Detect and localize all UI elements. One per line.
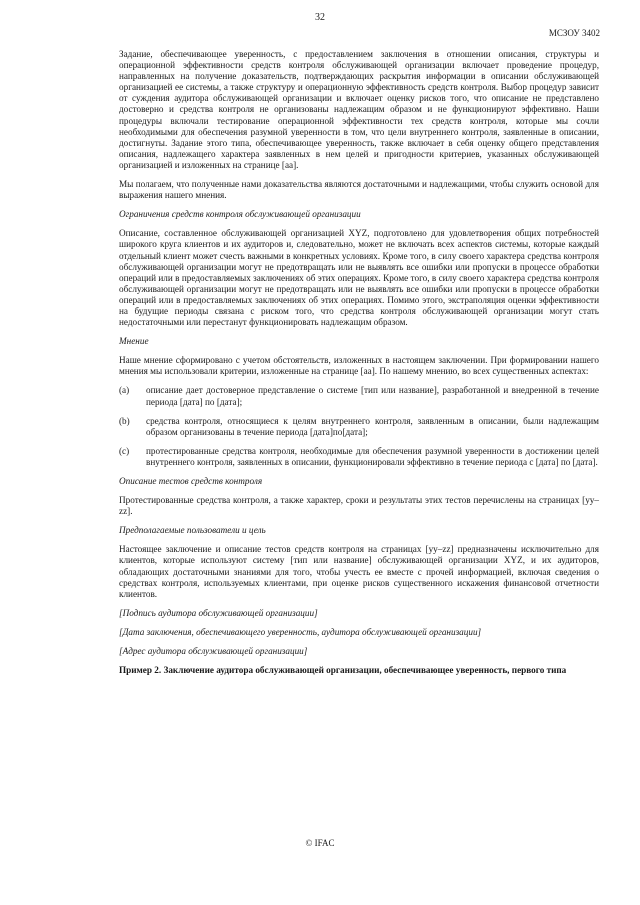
opinion-list-item — [119, 416, 599, 438]
page-number: 32 — [315, 12, 325, 23]
paragraph-opinion: Наше мнение сформировано с учетом обстоятельств, изложенных в настоящем заключении. При формировании нашего мнения мы использовали критерии, изложенные на странице [aa]. По нашему мнению, во всех существенных аспектах: — [119, 355, 599, 377]
opinion-list-item — [119, 446, 599, 468]
paragraph-engagement-description: Задание, обеспечивающее уверенность, с предоставлением заключения в отношении описания, структуры и операционной эффективности средств контроля обслуживающей организации включает проведение процедур, направленных на получение доказательств, подтверждающих раскрытия информации в описании обслуживающей организацией ее системы, а также структуру и операционную эффективность средств контроля. Выбор процедур зависит от суждения аудитора обслуживающей организации и включает оценку рисков того, что описание не представлено достоверно и средства контроля не организованы надлежащим образом и не функционируют эффективно. Наши процедуры включали тестирование операционной эффективности тех средств контроля, которые мы сочли необходимыми для обеспечения разумной уверенности в том, что цели внутреннего контроля, заявленные в описании, достигнуты. Задание этого типа, обеспечивающее уверенность, также включает в себя оценку общего представления описания, надлежащего характера заявленных в нем целей и пригодности критериев, указанных обслуживающей организацией и изложенных на странице [aa]. — [119, 49, 599, 170]
list-item-label: (c) — [119, 445, 130, 456]
document-code: МСЗОУ 3402 — [548, 28, 600, 38]
paragraph-tests: Протестированные средства контроля, а также характер, сроки и результаты этих тестов перечислены на страницах [yy–zz]. — [119, 495, 599, 517]
section-title-tests: Описание тестов средств контроля — [119, 476, 263, 486]
example-heading: Пример 2. Заключение аудитора обслуживающей организации, обеспечивающее уверенность, первого типа — [119, 665, 567, 676]
section-title-intended-users: Предполагаемые пользователи и цель — [119, 525, 266, 536]
paragraph-evidence-sufficiency: Мы полагаем, что полученные нами доказательства являются достаточными и надлежащими, чтобы служить основой для выражения нашего мнения. — [119, 179, 599, 201]
paragraph-limitations: Описание, составленное обслуживающей организацией XYZ, подготовлено для удовлетворения общих потребностей широкого круга клиентов и их аудиторов и, следовательно, может не включать всех аспектов системы, которые каждый отдельный клиент может счесть важными в конкретных условиях. Кроме того, в силу своего характера средства контроля обслуживающей организации могут не предотвращать или не выявлять все ошибки или пропуски в процессе обработки операций или в предоставляемых заключениях об этих операциях. Кроме того, в силу своего характера средства контроля обслуживающей организации могут не предотвращать или не выявлять все ошибки или пропуски в процессе обработки операций или в предоставляемых заключениях об этих операциях. Помимо этого, экстраполяция оценки эффективности на будущие периоды связана с риском того, что средства контроля обслуживающей организации могут стать недостаточными или перестанут функционировать надлежащим образом. — [119, 228, 599, 328]
section-title-opinion: Мнение — [119, 336, 149, 347]
list-item-text: описание дает достоверное представление о системе [тип или название], разработанной и внедренной в течение периода [дата] по [дата]; — [146, 385, 599, 407]
list-item-label: (b) — [119, 415, 130, 426]
list-item-text: средства контроля, относящиеся к целям внутреннего контроля, заявленным в описании, были надлежащим образом организованы в течение периода [дата]по[дата]; — [146, 415, 599, 437]
auditor-address-line: [Адрес аудитора обслуживающей организации] — [119, 646, 308, 657]
opinion-list-item — [119, 385, 599, 407]
list-item-text: протестированные средства контроля, необходимые для обеспечения разумной уверенности в достижении целей внутреннего контроля, заявленных в описании, функционировали эффективно в течение периода с [дата] по [дата]. — [146, 445, 599, 467]
signature-line: [Подпись аудитора обслуживающей организации] — [119, 607, 318, 618]
footer-copyright: © IFAC — [305, 838, 335, 848]
section-title-limitations: Ограничения средств контроля обслуживающей организации — [119, 209, 361, 220]
report-date-line: [Дата заключения, обеспечивающего уверенность, аудитора обслуживающей организации] — [119, 626, 482, 637]
paragraph-intended-users: Настоящее заключение и описание тестов средств контроля на страницах [yy–zz] предназначены исключительно для клиентов, которые используют систему [тип или название] обслуживающей организации XYZ, и их аудиторов, обладающих достаточными знаниями для того, чтобы учесть ее вместе с прочей информацией, включая сведения о средствах контроля, используемых клиентами, при оценке рисков существенного искажения финансовой отчетности клиентов. — [119, 544, 599, 599]
list-item-label: (a) — [119, 385, 130, 396]
document-body — [119, 49, 599, 676]
